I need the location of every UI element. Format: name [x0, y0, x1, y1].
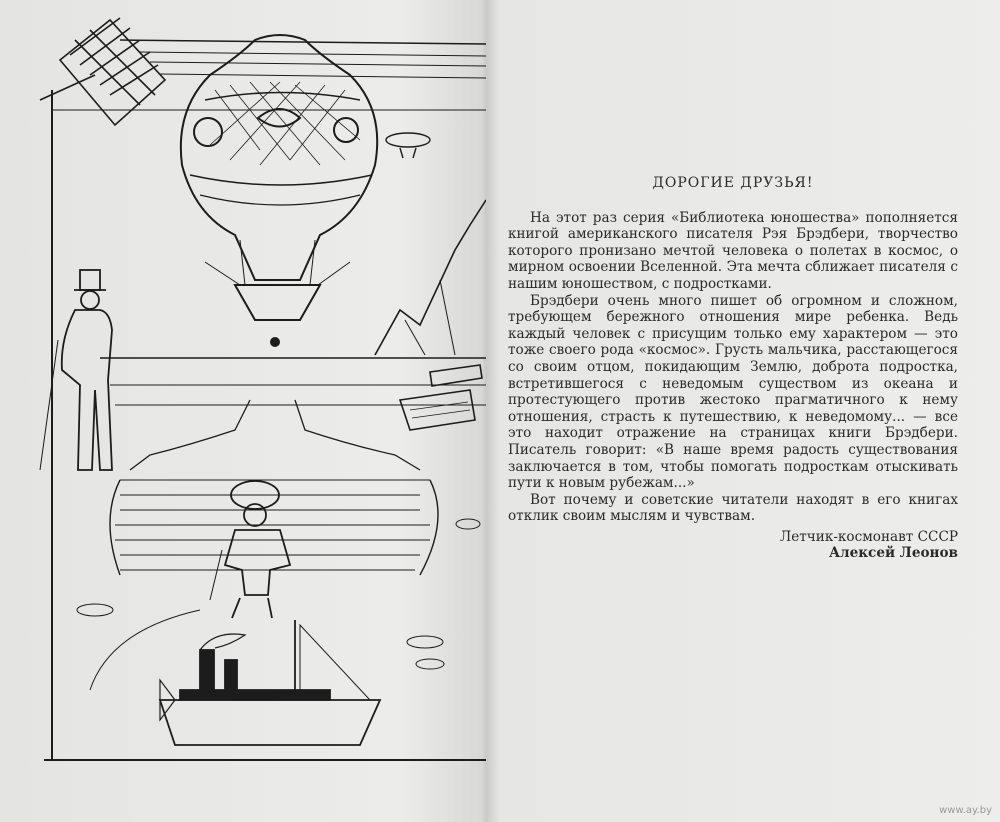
watermark-text: www.ay.by — [939, 805, 992, 816]
left-page — [0, 0, 486, 822]
foreword-letter — [508, 175, 958, 562]
letter-paragraph-2: Брэдбери очень много пишет об огромном и сложном, требующем бережного отношения мире ребенка. Ведь каждый человек с присущим только ему характером — это тоже своего рода «космос». Грусть мальчика, расстающегося со своим отцом, покидающим Землю, доброта подростка, встретившегося с неведомым существом из океана и протестующего против жестоко прагматичного к нему отношения, страсть к путешествию, к неведомому... — все это находит отражение на страницах книги Брэдбери. Писатель говорит: «В наше время радость существования заключается в том, чтобы помогать подросткам отыскивать пути к новым рубежам...» — [508, 292, 958, 492]
small-airship-drawing — [386, 133, 430, 158]
signature-block — [508, 529, 958, 562]
illustration — [0, 0, 486, 822]
right-page — [486, 0, 1000, 822]
signature-name: Алексей Леонов — [828, 545, 958, 562]
biplane-drawing — [40, 18, 165, 125]
letter-heading: ДОРОГИЕ ДРУЗЬЯ! — [652, 175, 814, 191]
hot-air-balloon — [181, 35, 377, 320]
signature-title: Летчик-космонавт СССР — [779, 528, 958, 545]
letter-paragraph-1: На этот раз серия «Библиотека юношества» пополняется книгой американского писателя Рэя Брэдбери, творчество которого пронизано мечтой человека о полетах в космос, о мирном освоении Вселенной. Эта мечта сближает писателя с нашим юношеством, с подростками. — [508, 209, 958, 292]
steamship-drawing — [160, 620, 380, 745]
typewriter-drawing — [400, 365, 482, 430]
man-top-hat-drawing — [40, 270, 112, 470]
boy-drawing — [210, 481, 290, 618]
letter-paragraph-3: Вот почему и советские читатели находят в его книгах отклик своим мыслям и чувствам. — [508, 491, 958, 525]
